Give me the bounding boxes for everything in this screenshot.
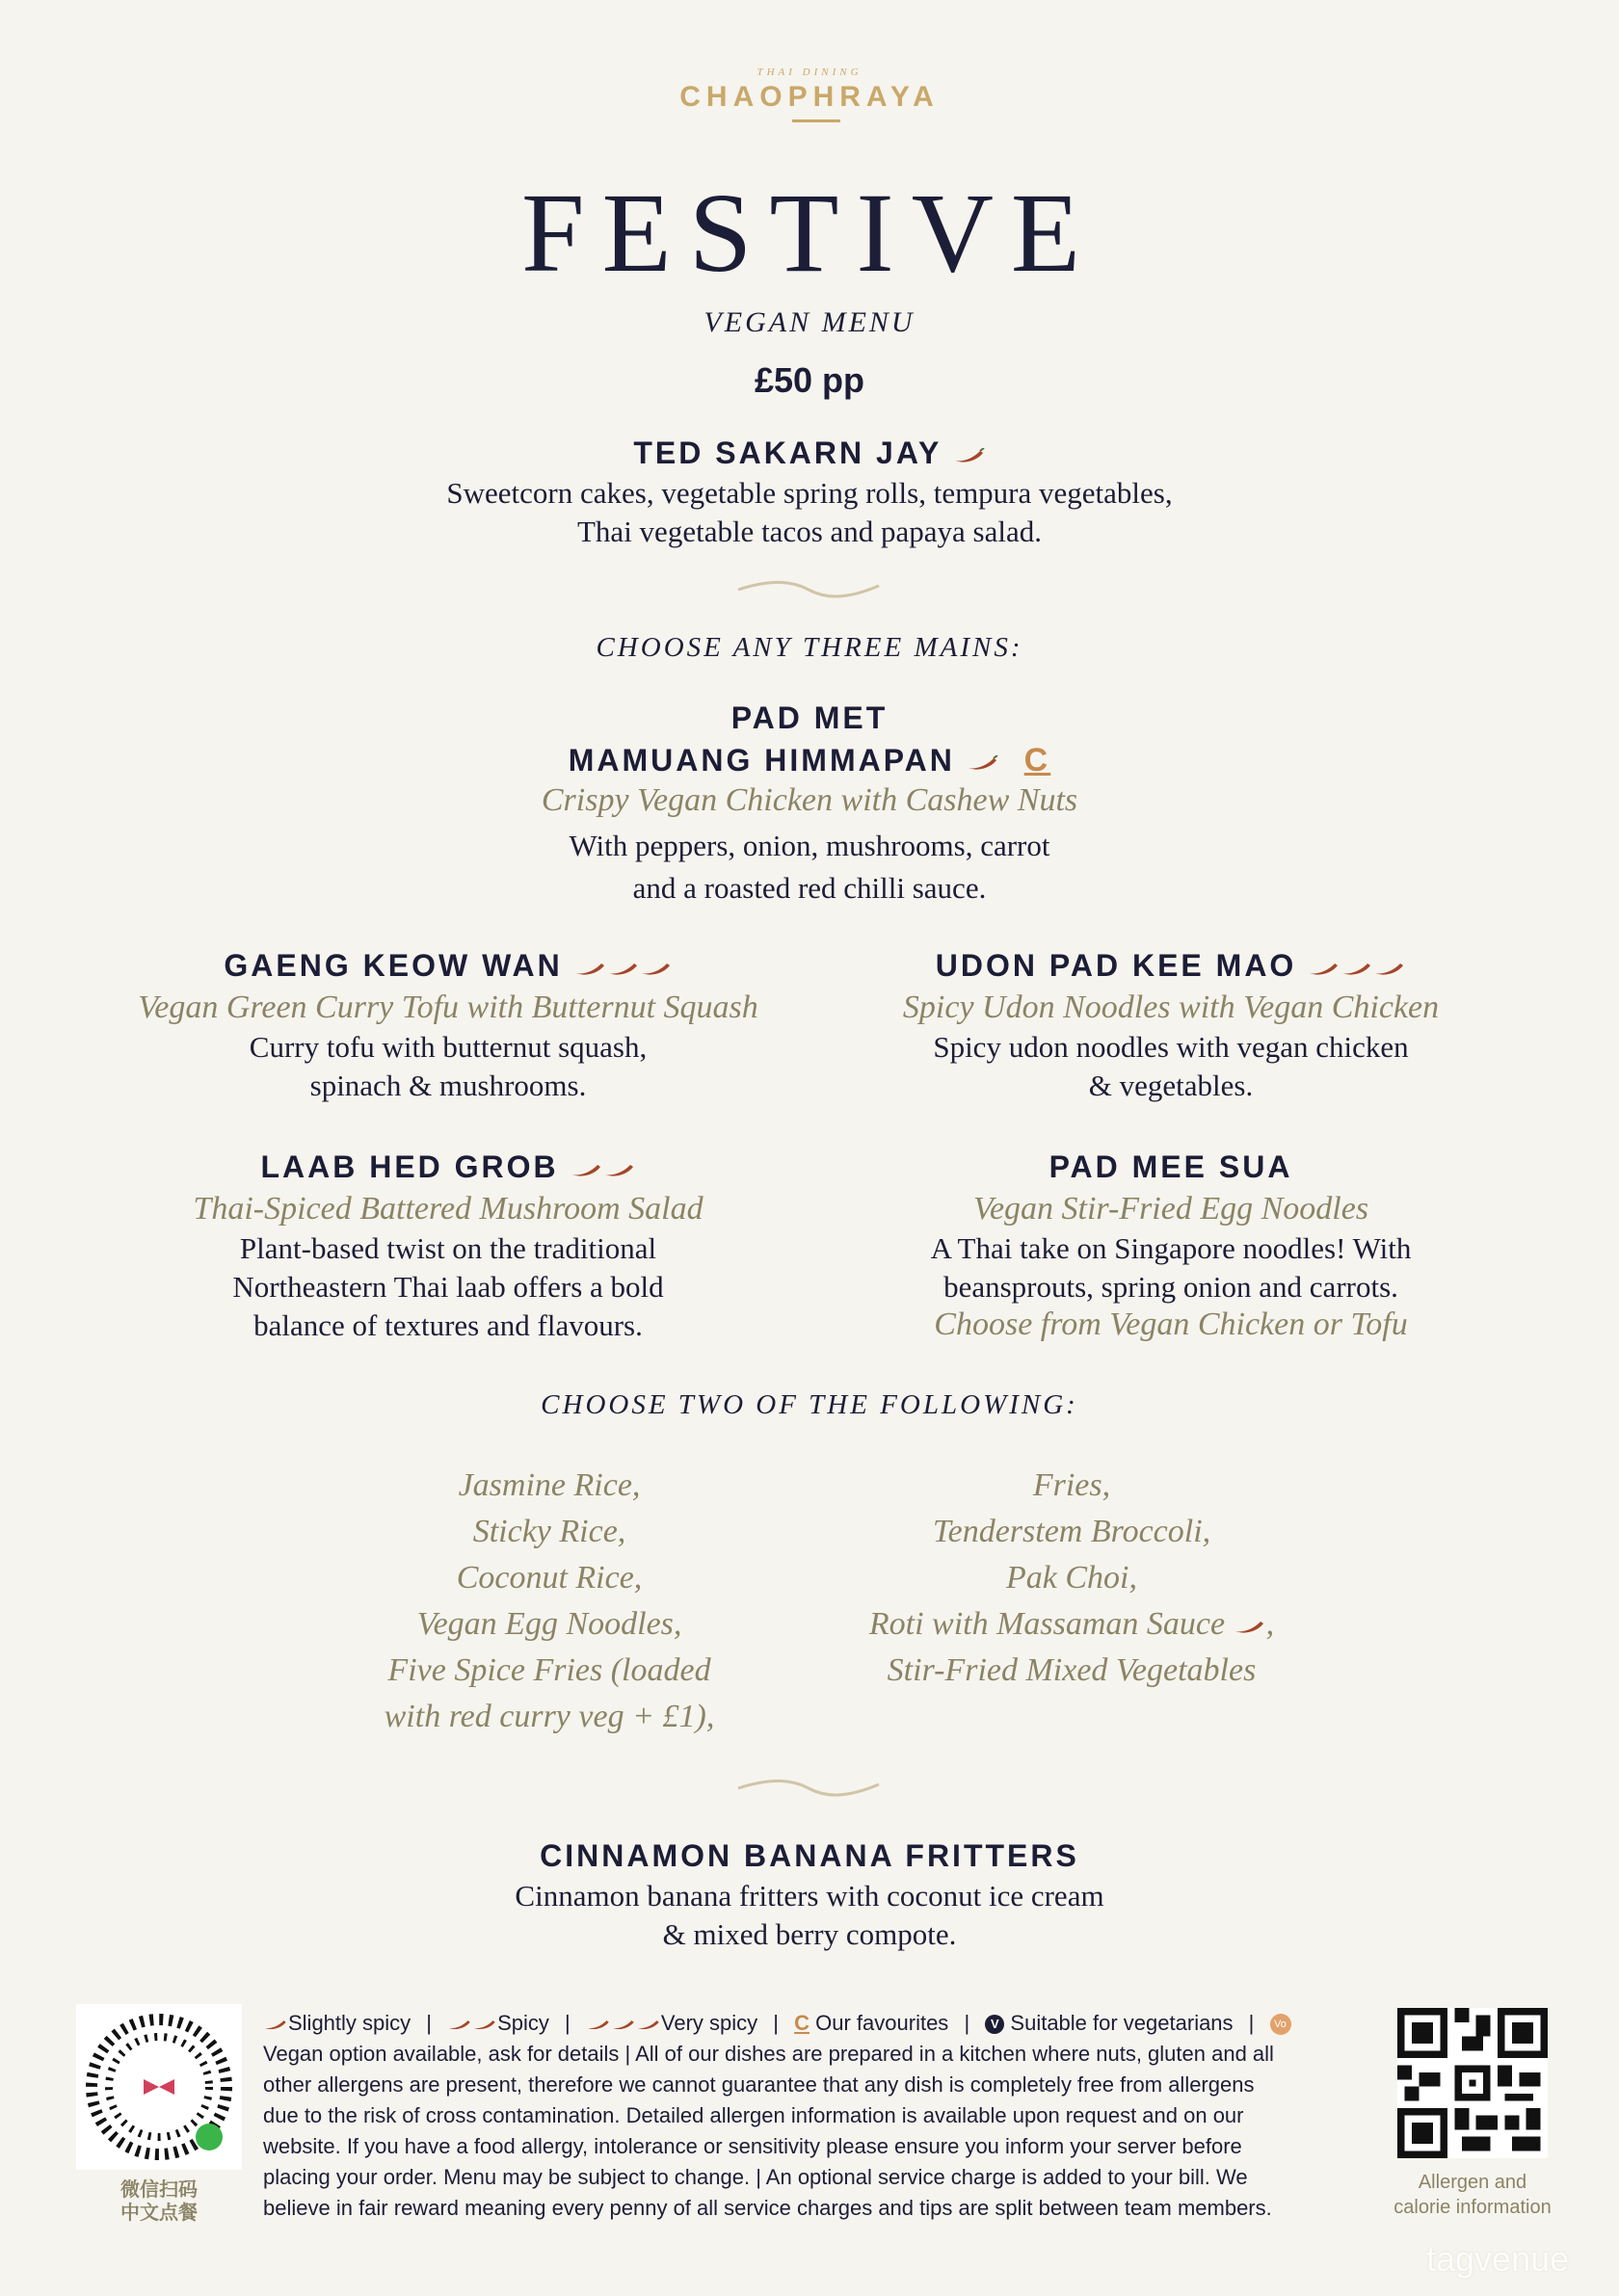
vegan-option-icon: Vo <box>1270 2014 1291 2035</box>
item-subtitle: Thai-Spiced Battered Mushroom Salad <box>193 1191 703 1227</box>
wechat-mini-program-code[interactable] <box>76 2004 242 2170</box>
item-desc: Curry tofu with butternut squash, <box>249 1030 648 1064</box>
item-name: GAENG KEOW WAN <box>96 948 800 984</box>
vegetarian-icon: V <box>985 2015 1004 2034</box>
favourite-icon: C <box>794 2011 810 2035</box>
qr-label-1: Allergen and <box>1418 2172 1527 2193</box>
chili-icon <box>640 961 673 976</box>
side-item: Pak Choi, <box>1006 1560 1137 1596</box>
item-desc: spinach & mushrooms. <box>309 1069 587 1102</box>
item-desc: balance of textures and flavours. <box>253 1308 643 1342</box>
wechat-label-1: 微信扫码 <box>120 2179 198 2201</box>
chili-icon <box>603 1162 636 1177</box>
side-item: with red curry veg + £1), <box>384 1699 715 1734</box>
starter-name: TED SAKARN JAY <box>0 435 1619 471</box>
watermark: tagvenue <box>1426 2239 1570 2279</box>
chili-icon <box>967 755 999 771</box>
main-featured-desc-1: With peppers, onion, mushrooms, carrot <box>569 829 1050 862</box>
menu-item <box>96 1149 800 1343</box>
chili-icon <box>1340 961 1373 976</box>
item-desc: A Thai take on Singapore noodles! With <box>930 1231 1412 1265</box>
chili-icon <box>953 448 986 463</box>
item-note: Choose from Vegan Chicken or Tofu <box>934 1306 1408 1342</box>
sides-right <box>783 1463 1361 1694</box>
main-featured-subtitle: Crispy Vegan Chicken with Cashew Nuts <box>541 782 1078 818</box>
chili-icon <box>574 961 607 976</box>
chili-icon <box>607 961 640 976</box>
item-name: PAD MEE SUA <box>1048 1149 1293 1184</box>
footer-legend: Slightly spicy | Spicy | Very spicy | C Our favourites | V Suitable for vegetarians | Vo <box>263 2008 1371 2039</box>
item-desc: & vegetables. <box>1088 1069 1254 1102</box>
chili-icon <box>1234 1619 1266 1634</box>
chili-icon <box>571 1162 603 1177</box>
chili-icon <box>447 2018 472 2031</box>
footer-line: Vegan option available, ask for details | All of our dishes are prepared in a kitchen where nuts, gluten and all <box>263 2042 1274 2066</box>
divider-swoosh <box>736 1777 881 1800</box>
dessert-desc-2: & mixed berry compote. <box>662 1917 957 1951</box>
side-item: Vegan Egg Noodles, <box>416 1606 682 1642</box>
brand-logo: CHAOPHRAYA <box>679 81 940 113</box>
side-item: Roti with Massaman Sauce , <box>868 1606 1275 1642</box>
menu-item <box>819 948 1523 1103</box>
side-item: Tenderstem Broccoli, <box>932 1514 1211 1549</box>
logo-underline <box>792 119 840 122</box>
chili-icon <box>636 2018 661 2031</box>
chili-icon <box>1373 961 1406 976</box>
starter-desc-1: Sweetcorn cakes, vegetable spring rolls, tempura vegetables, <box>446 476 1173 510</box>
chili-icon <box>1308 961 1340 976</box>
dessert-desc-1: Cinnamon banana fritters with coconut ice cream <box>515 1879 1104 1913</box>
item-desc: Northeastern Thai laab offers a bold <box>232 1270 664 1304</box>
allergen-qr-code[interactable] <box>1397 2008 1548 2158</box>
chili-icon <box>586 2018 611 2031</box>
price: £50 pp <box>754 360 865 400</box>
footer-disclaimer <box>263 2008 1371 2224</box>
menu-type: VEGAN MENU <box>703 306 916 338</box>
chili-icon <box>472 2018 497 2031</box>
page-title: FESTIVE <box>521 170 1098 296</box>
qr-code-icon <box>1397 2008 1548 2158</box>
main-featured-desc-2: and a roasted red chilli sauce. <box>632 871 987 905</box>
main-featured-name-2: MAMUANG HIMMAPAN C <box>568 742 1051 779</box>
item-desc: Plant-based twist on the traditional <box>239 1231 657 1265</box>
footer-line: believe in fair reward meaning every penny of all service charges and tips are split between team members. <box>263 2196 1272 2220</box>
divider-swoosh <box>736 578 881 601</box>
legend-favourites: Our favourites <box>815 2011 949 2035</box>
qr-label-2: calorie information <box>1393 2197 1552 2218</box>
legend-vegetarian: Suitable for vegetarians <box>1010 2011 1234 2035</box>
item-desc: beansprouts, spring onion and carrots. <box>943 1270 1398 1304</box>
sides-heading: CHOOSE TWO OF THE FOLLOWING: <box>541 1389 1078 1420</box>
chili-icon <box>263 2018 288 2031</box>
side-item: Coconut Rice, <box>456 1560 643 1596</box>
footer-line: other allergens are present, therefore we cannot guarantee that any dish is completely free from allergens <box>263 2072 1255 2097</box>
legend-very-spicy: Very spicy <box>660 2011 758 2035</box>
starter-desc-2: Thai vegetable tacos and papaya salad. <box>577 515 1042 548</box>
wechat-code-icon <box>76 2004 242 2170</box>
footer-line: website. If you have a food allergy, intolerance or sensitivity please ensure you inform your server before <box>263 2134 1242 2158</box>
mains-heading: CHOOSE ANY THREE MAINS: <box>596 632 1023 663</box>
item-subtitle: Vegan Stir-Fried Egg Noodles <box>972 1191 1369 1227</box>
main-featured-name-1: PAD MET <box>730 700 889 735</box>
menu-item <box>96 948 800 1103</box>
side-item: Fries, <box>1032 1467 1111 1503</box>
item-subtitle: Vegan Green Curry Tofu with Butternut Squash <box>138 990 758 1025</box>
item-subtitle: Spicy Udon Noodles with Vegan Chicken <box>902 990 1440 1025</box>
brand-tagline: THAI DINING <box>756 66 863 78</box>
favourite-icon: C <box>1023 742 1051 779</box>
legend-spicy: Spicy <box>497 2011 549 2035</box>
wechat-label-2: 中文点餐 <box>120 2203 198 2224</box>
sides-left <box>260 1463 838 1740</box>
item-name: UDON PAD KEE MAO <box>819 948 1523 984</box>
item-desc: Spicy udon noodles with vegan chicken <box>933 1030 1409 1064</box>
dessert-name: CINNAMON BANANA FRITTERS <box>540 1838 1079 1873</box>
legend-slightly-spicy: Slightly spicy <box>288 2011 411 2035</box>
item-name: LAAB HED GROB <box>96 1149 800 1185</box>
side-item: Jasmine Rice, <box>458 1467 641 1503</box>
side-item: Sticky Rice, <box>472 1514 626 1549</box>
menu-item <box>819 1149 1523 1343</box>
side-item: Stir-Fried Mixed Vegetables <box>887 1652 1257 1688</box>
chili-icon <box>611 2018 636 2031</box>
side-item: Five Spice Fries (loaded <box>387 1652 711 1688</box>
footer-line: due to the risk of cross contamination. Detailed allergen information is available upon request and on our <box>263 2103 1244 2127</box>
footer-line: placing your order. Menu may be subject to change. | An optional service charge is added to your bill. We <box>263 2165 1248 2189</box>
